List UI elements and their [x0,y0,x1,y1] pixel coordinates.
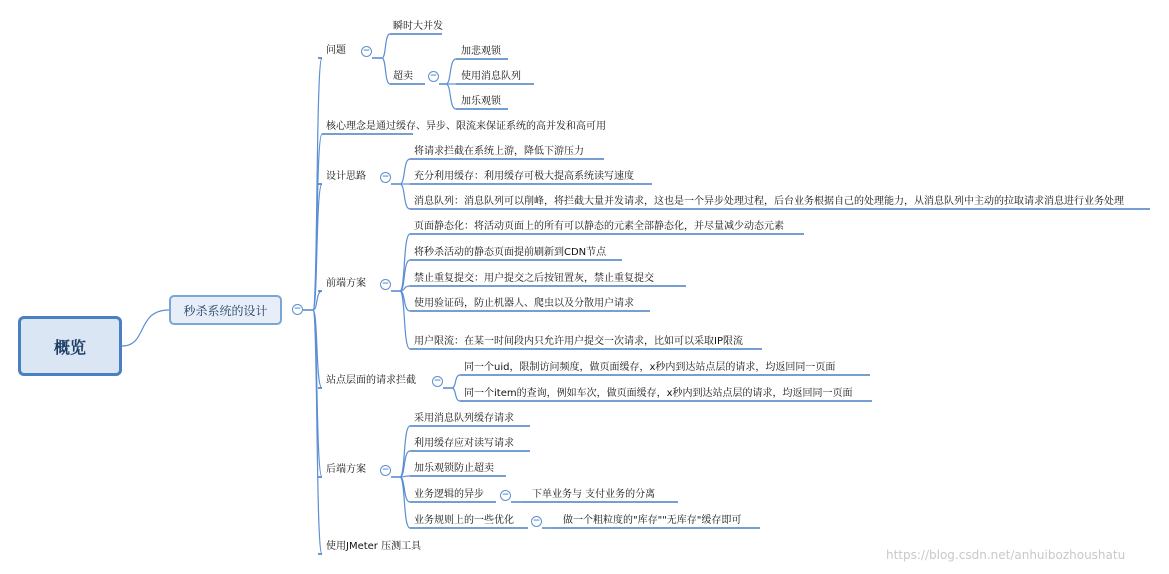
link-site-1 [452,388,460,401]
collapse-toggle-main[interactable]: − [293,304,302,314]
topic-backend[interactable]: 后端方案 [326,464,366,475]
leaf-site-1[interactable]: 同一个uid，限制访问频度，做页面缓存，x秒内到达站点层的请求，均返回同一页面 [464,362,836,373]
topic-problem[interactable]: 问题 [326,45,346,56]
collapse-toggle-frontend[interactable]: − [381,279,390,289]
root-node-label: 概览 [53,337,86,357]
leaf-design-2[interactable]: 充分利用缓存：利用缓存可极大提高系统读写速度 [414,171,634,182]
collapse-toggle-rules[interactable]: − [532,516,541,526]
topic-site-interception[interactable]: 站点层面的请求拦截 [326,375,416,386]
link-oversell-2 [446,84,456,109]
collapse-toggle-oversell[interactable]: − [429,71,438,81]
link-oversell-0 [446,59,456,84]
link-site-0 [452,375,460,388]
link-design-0 [400,159,410,184]
topic-oversell[interactable]: 超卖 [393,71,413,82]
topic-frontend[interactable]: 前端方案 [326,278,366,289]
main-topic-seckill-design[interactable] [169,295,282,325]
collapse-toggle-async[interactable]: − [501,490,510,500]
link-backend-4 [400,477,410,528]
topic-backend-async[interactable]: 业务逻辑的异步 [414,489,484,500]
link-frontend-0 [400,234,410,291]
leaf-oversell-1[interactable]: 加悲观锁 [461,46,501,57]
topic-backend-rules[interactable]: 业务规则上的一些优化 [414,515,514,526]
topic-core-concept[interactable]: 核心理念是通过缓存、异步、限流来保证系统的高并发和高可用 [326,121,606,132]
leaf-frontend-5[interactable]: 用户限流：在某一时间段内只允许用户提交一次请求，比如可以采取IP限流 [414,336,743,347]
leaf-design-3[interactable]: 消息队列：消息队列可以削峰，将拦截大量并发请求，这也是一个异步处理过程，后台业务根据自己的处理能力，从消息队列中主动的拉取请求消息进行业务处理 [414,196,1124,207]
leaf-frontend-4[interactable]: 使用验证码，防止机器人、爬虫以及分散用户请求 [414,298,634,309]
collapse-toggle-problem[interactable]: − [362,46,371,56]
leaf-frontend-3[interactable]: 禁止重复提交：用户提交之后按钮置灰，禁止重复提交 [414,273,654,284]
root-node-overview[interactable] [18,316,122,376]
topic-design-ideas[interactable]: 设计思路 [326,171,366,182]
leaf-backend-async[interactable]: 下单业务与 支付业务的分离 [532,489,656,500]
link-problem-0 [382,34,390,58]
leaf-backend-rules[interactable]: 做一个粗粒度的"库存""无库存"缓存即可 [563,515,742,526]
collapse-toggle-site[interactable]: − [433,376,442,386]
leaf-oversell-2[interactable]: 使用消息队列 [461,71,521,82]
collapse-toggle-backend[interactable]: − [381,465,390,475]
leaf-site-2[interactable]: 同一个item的查询，例如车次，做页面缓存，x秒内到达站点层的请求，均返回同一页面 [464,388,853,399]
collapse-toggle-design[interactable]: − [381,172,390,182]
link-problem-1 [382,58,390,84]
main-topic-label: 秒杀系统的设计 [183,303,268,318]
link-l1-6 [313,310,322,554]
leaf-frontend-1[interactable]: 页面静态化：将活动页面上的所有可以静态的元素全部静态化，并尽量减少动态元素 [414,221,784,232]
leaf-design-1[interactable]: 将请求拦截在系统上游，降低下游压力 [414,146,584,157]
link-root-main [122,310,169,346]
leaf-backend-1[interactable]: 采用消息队列缓存请求 [414,413,514,424]
link-design-2 [400,184,410,209]
watermark-url: https://blog.csdn.net/anhuibozhoushatu [886,548,1126,562]
leaf-backend-3[interactable]: 加乐观锁防止超卖 [414,463,494,474]
link-frontend-4 [400,291,410,349]
leaf-backend-2[interactable]: 利用缓存应对读写请求 [414,438,514,449]
topic-jmeter[interactable]: 使用JMeter 压测工具 [326,541,422,552]
leaf-frontend-2[interactable]: 将秒杀活动的静态页面提前刷新到CDN节点 [414,247,607,258]
leaf-burst[interactable]: 瞬时大并发 [393,21,443,32]
leaf-oversell-3[interactable]: 加乐观锁 [461,96,501,107]
